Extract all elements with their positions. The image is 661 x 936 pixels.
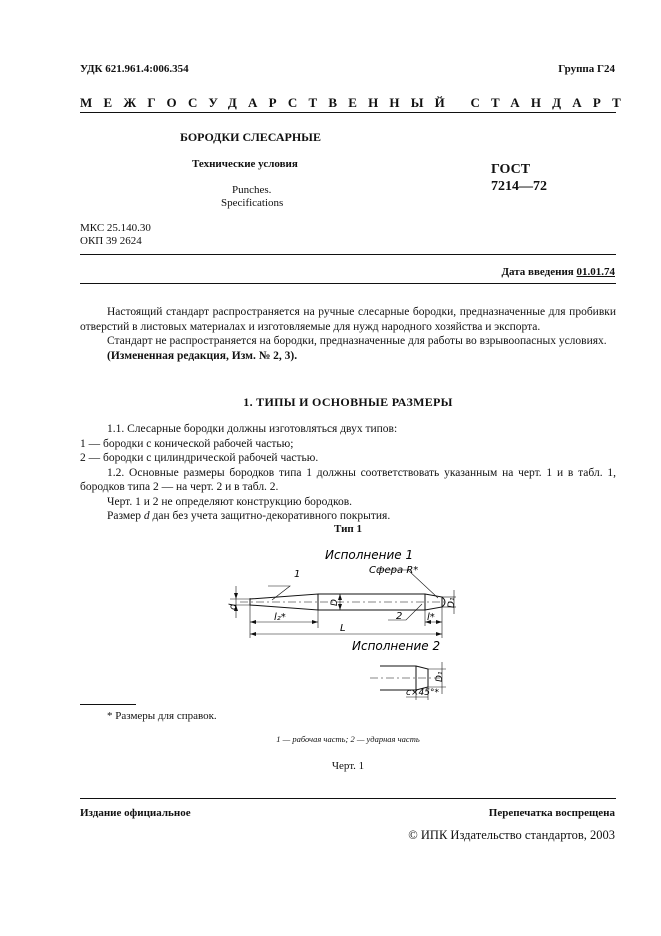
dim-l2-label: l₂* — [274, 612, 286, 623]
copyright: © ИПК Издательство стандартов, 2003 — [408, 828, 615, 842]
drawing-note: Черт. 1 и 2 не определяют конструкцию бородков. — [107, 495, 352, 508]
reprint-prohibited: Перепечатка воспрещена — [488, 807, 615, 819]
date-rule — [80, 283, 616, 284]
gost-label: ГОСТ — [491, 162, 531, 177]
footnote: * Размеры для справок. — [107, 710, 217, 722]
type-label: Тип 1 — [334, 523, 362, 535]
punch-drawing — [210, 540, 470, 710]
dim-l-label: l* — [427, 612, 435, 623]
standard-line: МЕЖГОСУДАРСТВЕННЫЙ СТАНДАРТ — [80, 95, 633, 110]
dim-L-label: L — [340, 623, 346, 634]
mks-code: МКС 25.140.30 — [80, 222, 151, 234]
document-subtitle: Технические условия — [192, 158, 298, 170]
type-2-description: 2 — бородки с цилиндрической рабочей частью. — [80, 452, 319, 464]
title-rule — [80, 254, 616, 255]
official-edition: Издание официальное — [80, 807, 191, 819]
coating-note: Размер d дан без учета защитно-декоративного покрытия. — [107, 510, 391, 522]
part-2-callout: 2 — [396, 611, 403, 622]
clause-1-1: 1.1. Слесарные бородки должны изготовляться двух типов: — [107, 423, 398, 435]
dim-D1-label: D₁ — [447, 597, 457, 608]
header-rule — [80, 112, 616, 113]
section-1-body — [80, 422, 616, 524]
introduction-date — [501, 266, 615, 278]
drawing-caption: Черт. 1 — [331, 760, 365, 772]
type-1-description: 1 — бородки с конической рабочей частью; — [80, 437, 294, 450]
date-label: Дата введения — [501, 266, 577, 278]
english-title-2: Specifications — [221, 197, 284, 209]
clause-1-2: 1.2. Основные размеры бородков типа 1 должны соответствовать указанным на черт. 1 и в табл. 1, бородков типа 2 — на черт. 2 и в табл. 2. — [80, 466, 616, 493]
dim-D1-v2-label: D₁ — [435, 671, 445, 682]
udk-code: УДК 621.961.4:006.354 — [80, 63, 189, 75]
group-code: Группа Г24 — [558, 63, 615, 75]
dim-d-label: d — [228, 603, 239, 610]
part-1-callout: 1 — [294, 569, 301, 580]
dim-D-label: D — [330, 599, 340, 606]
intro-paragraph-2: Стандарт не распространяется на бородки, предназначенные для работы во взрывоопасных условиях. — [107, 335, 607, 347]
document-title: БОРОДКИ СЛЕСАРНЫЕ — [180, 130, 321, 144]
section-heading: 1. ТИПЫ И ОСНОВНЫЕ РАЗМЕРЫ — [243, 395, 453, 409]
intro-paragraph-1: Настоящий стандарт распространяется на ручные слесарные бородки, предназначенные для пробивки отверстий в листовых материалах и изготовляемые для нужд народного хозяйства и экспорта. — [80, 306, 616, 333]
intro-section — [80, 305, 616, 363]
version-2-label: Исполнение 2 — [352, 639, 441, 653]
drawing-legend: 1 — рабочая часть; 2 — ударная часть — [276, 734, 420, 744]
date-value: 01.01.74 — [576, 266, 615, 278]
footer-rule — [80, 798, 616, 799]
version-1-label: Исполнение 1 — [325, 548, 414, 562]
chamfer-label: c×45°* — [406, 688, 439, 698]
footnote-rule — [80, 704, 136, 705]
okp-code: ОКП 39 2624 — [80, 235, 142, 247]
english-title-1: Punches. — [232, 184, 272, 196]
sphere-label: Сфера R* — [369, 565, 419, 576]
gost-block — [491, 161, 547, 195]
gost-number: 7214—72 — [491, 179, 547, 194]
amendment-note: (Измененная редакция, Изм. № 2, 3). — [107, 349, 298, 362]
